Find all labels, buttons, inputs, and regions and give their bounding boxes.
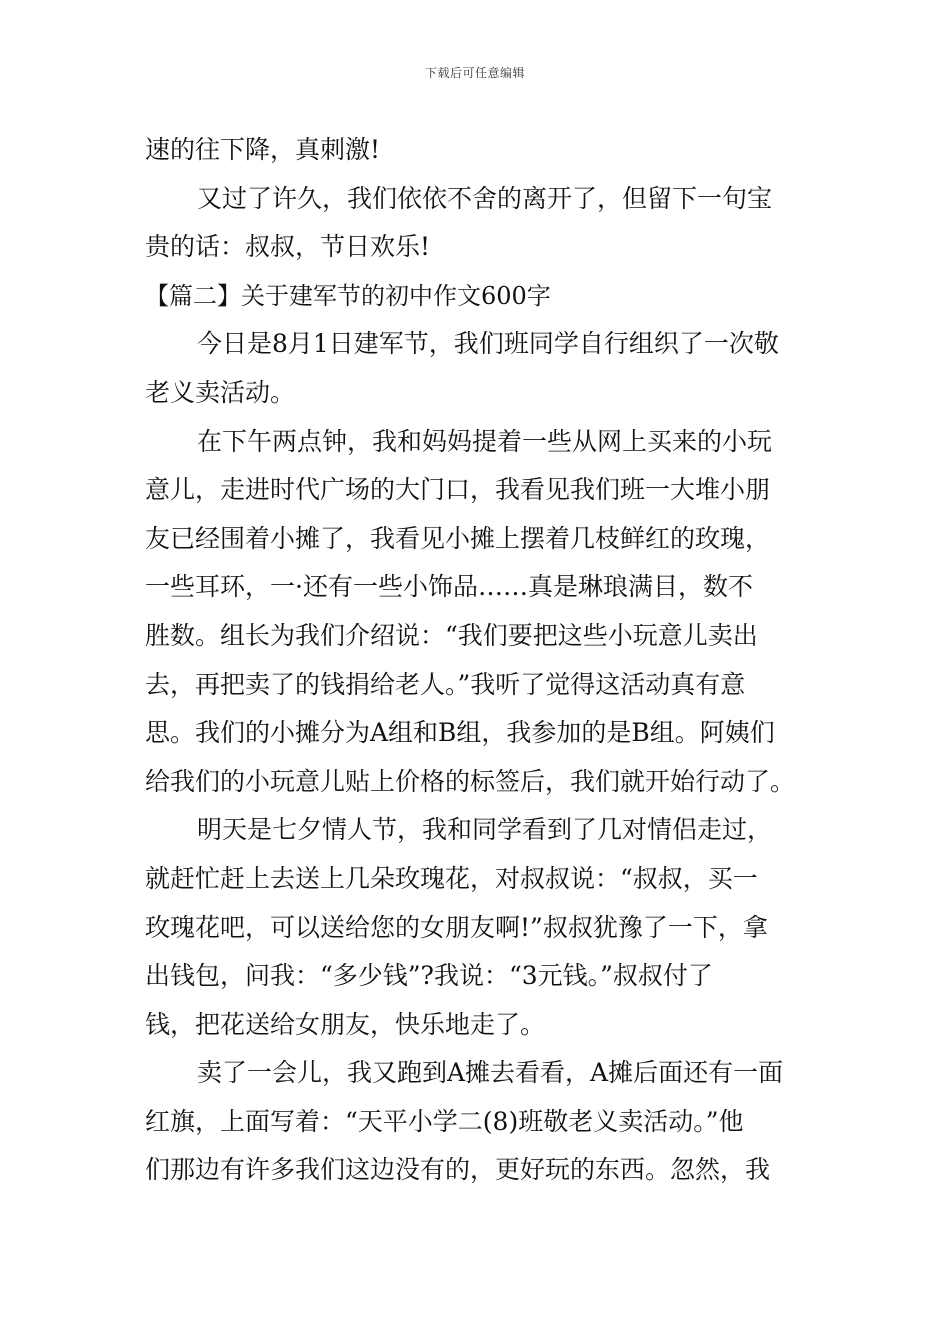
text-line: 意儿，走进时代广场的大门口，我看见我们班一大堆小朋 (145, 475, 771, 505)
text-line: 就赶忙赶上去送上几朵玫瑰花，对叔叔说：“叔叔，买一 (145, 863, 758, 893)
text-line: 红旗，上面写着：“天平小学二(8)班敬老义卖活动。”他 (145, 1106, 744, 1136)
text-line: 今日是8月1日建军节，我们班同学自行组织了一次敬 (197, 329, 779, 359)
section-heading: 【篇二】关于建军节的初中作文600字 (145, 281, 551, 310)
text-line: 钱，把花送给女朋友，快乐地走了。 (145, 1009, 546, 1039)
text-line: 一些耳环，一·还有一些小饰品……真是琳琅满目，数不 (145, 572, 753, 602)
body-text (145, 126, 807, 1195)
text-line: 去，再把卖了的钱捐给老人。”我听了觉得这活动真有意 (145, 669, 746, 699)
text-line: 老义卖活动。 (145, 377, 296, 407)
text-line: 又过了许久，我们依依不舍的离开了，但留下一句宝 (197, 183, 773, 213)
text-line: 贵的话：叔叔，节日欢乐! (145, 232, 431, 262)
text-line: 速的往下降，真刺激! (145, 135, 381, 164)
text-line: 在下午两点钟，我和妈妈提着一些从网上买来的小玩 (197, 426, 773, 456)
text-line: 出钱包，问我：“多少钱”?我说：“3元钱。”叔叔付了 (145, 961, 713, 991)
text-line: 们那边有许多我们这边没有的，更好玩的东西。忽然，我 (145, 1155, 771, 1185)
text-line: 给我们的小玩意儿贴上价格的标签后，我们就开始行动了。 (145, 766, 796, 796)
text-line: 胜数。组长为我们介绍说：“我们要把这些小玩意儿卖出 (145, 620, 758, 650)
text-line: 思。我们的小摊分为A组和B组，我参加的是B组。阿姨们 (145, 718, 775, 748)
header-note: 下载后可任意编辑 (424, 66, 525, 80)
text-line: 友已经围着小摊了，我看见小摊上摆着几枝鲜红的玫瑰， (145, 523, 771, 553)
text-line: 玫瑰花吧，可以送给您的女朋友啊!”叔叔犹豫了一下，拿 (145, 912, 768, 942)
text-line: 明天是七夕情人节，我和同学看到了几对情侣走过， (197, 815, 773, 845)
text-line: 卖了一会儿，我又跑到A摊去看看，A摊后面还有一面 (197, 1058, 784, 1088)
